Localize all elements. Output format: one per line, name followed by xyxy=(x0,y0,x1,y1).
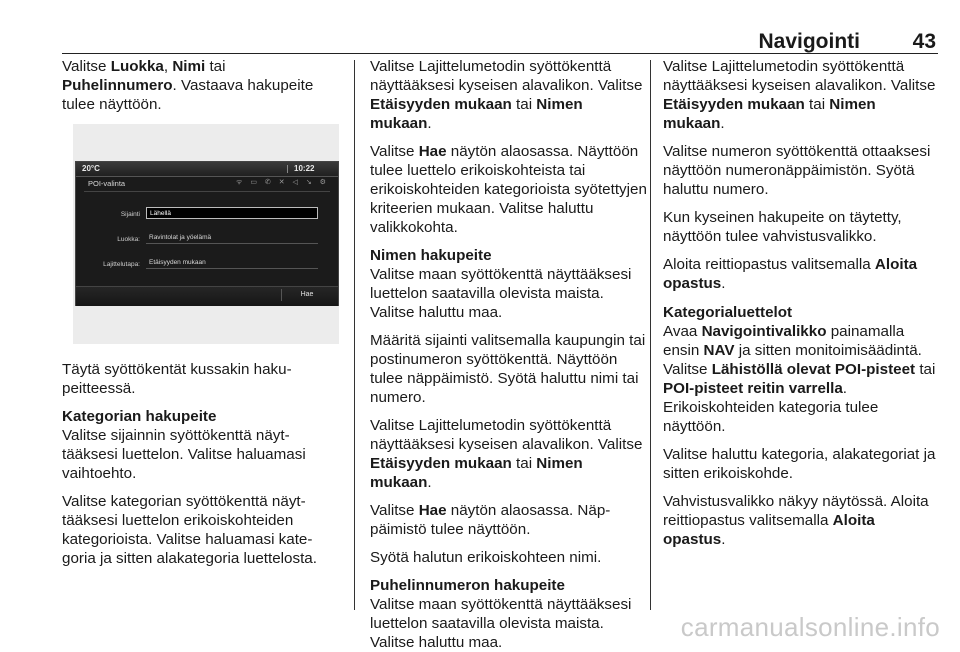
sort-field[interactable]: Etäisyyden mukaan xyxy=(146,257,318,269)
col3-open-menu: Avaa Navigointivalikko painamalla ensin NAV ja sitten monitoimisäädintä. Valitse Lähistöllä olevat POI-pisteet tai POI-pisteet reitin varrella. Erikoiskohteiden kategoria tulee näyttöön. xyxy=(663,323,936,435)
category-label: Luokka: xyxy=(117,236,140,243)
col2-sort-instructions-2: Valitse Lajittelumetodin syöttökenttä näyttääksesi kyseisen alavalikon. Valitse Etäisyyden mukaan tai Nimen mukaan. xyxy=(370,417,643,491)
col2-search-instructions: Valitse Hae näytön alaosassa. Näyttöön tulee luettelo erikoiskohteista tai erikoiskohteiden kategorioista syötettyjen kriteerien mukaan. Valitse haluttu valikkokohta. xyxy=(370,143,647,236)
infotainment-screen xyxy=(75,161,339,306)
col2-sort-instructions: Valitse Lajittelumetodin syöttökenttä näyttääksesi kyseisen alavalikon. Valitse Etäisyyden mukaan tai Nimen mukaan. xyxy=(370,58,643,132)
col2-country-instructions: Valitse maan syöttökenttä näyttääksesi luettelon saatavilla olevista maista. Valitse haluttu maa. xyxy=(370,266,632,321)
col3-confirmation: Kun kyseinen hakupeite on täytetty, näyttöön tulee vahvistusvalikko. xyxy=(663,209,902,245)
col3-confirm-start: Vahvistusvalikko näkyy näytössä. Aloita reittiopastus valitsemalla Aloita opastus. xyxy=(663,493,929,548)
column-1 xyxy=(62,57,340,123)
col2-search-keyboard: Valitse Hae näytön alaosassa. Näppäimistö tulee näyttöön. xyxy=(370,502,611,538)
col2-location-instructions: Määritä sijainti valitsemalla kaupungin tai postinumeron syöttökenttä. Näyttöön tulee näppäimistö. Syötä haluttu nimi tai numero. xyxy=(370,332,646,406)
status-bar xyxy=(76,162,338,177)
column-divider-2 xyxy=(650,60,651,610)
column-divider-1 xyxy=(354,60,355,610)
column-3 xyxy=(663,57,941,558)
header-rule xyxy=(62,53,938,54)
temperature-readout: 20°C xyxy=(82,164,100,173)
chapter-title: Navigointi xyxy=(758,30,860,53)
sort-label: Lajittelutapa: xyxy=(103,261,140,268)
col2-country-instructions-2: Valitse maan syöttökenttä näyttääksesi luettelon saatavilla olevista maista. Valitse haluttu maa. xyxy=(370,596,632,651)
column-1-lower xyxy=(62,360,340,577)
page-number: 43 xyxy=(912,30,936,53)
clock-readout: 10:22 xyxy=(294,164,315,173)
col3-start-guidance: Aloita reittiopastus valitsemalla Aloita opastus. xyxy=(663,256,918,292)
screen-divider xyxy=(84,191,330,192)
location-label: Sijainti xyxy=(120,211,140,218)
col2-enter-name: Syötä halutun erikoiskohteen nimi. xyxy=(370,549,602,566)
category-field[interactable]: Ravintolat ja yöelämä xyxy=(146,232,318,244)
col1-intro: Valitse Luokka, Nimi tai Puhelinnumero. Vastaava hakupeite tulee näyttöön. xyxy=(62,58,314,113)
search-button[interactable]: Hae xyxy=(281,289,332,301)
screen-title: POI-valinta xyxy=(88,179,126,188)
col1-fill-fields: Täytä syöttökentät kussakin hakupeitteessä. xyxy=(62,361,292,397)
poi-search-screenshot xyxy=(73,124,339,344)
heading-name-search: Nimen hakupeite xyxy=(370,247,492,264)
location-field[interactable]: Lähellä xyxy=(146,207,318,219)
heading-category-search: Kategorian hakupeite xyxy=(62,408,217,425)
col3-number-instructions: Valitse numeron syöttökenttä ottaaksesi näyttöön numeronäppäimistön. Syötä haluttu numero. xyxy=(663,143,931,198)
col1-category-instructions: Valitse kategorian syöttökenttä näyttääksesi luettelon erikoiskohteiden kategorioista. Valitse haluamasi kategoria ja sitten alakategoria luettelosta. xyxy=(62,493,317,567)
col3-sort-instructions: Valitse Lajittelumetodin syöttökenttä näyttääksesi kyseisen alavalikon. Valitse Etäisyyden mukaan tai Nimen mukaan. xyxy=(663,58,936,132)
status-icons: ᯤ ▭ ✆ ✕ ◁ ↘ ⚙ xyxy=(236,179,329,186)
column-2 xyxy=(370,57,648,652)
heading-category-lists: Kategorialuettelot xyxy=(663,304,793,321)
heading-phone-search: Puhelinnumeron hakupeite xyxy=(370,577,565,594)
watermark: carmanualsonline.info xyxy=(680,612,940,642)
col1-location-instructions: Valitse sijainnin syöttökenttä näyttääksesi luettelon. Valitse haluamasi vaihtoehto. xyxy=(62,427,306,482)
status-separator xyxy=(287,165,288,173)
col3-select-category: Valitse haluttu kategoria, alakategoriat ja sitten erikoiskohde. xyxy=(663,446,936,482)
